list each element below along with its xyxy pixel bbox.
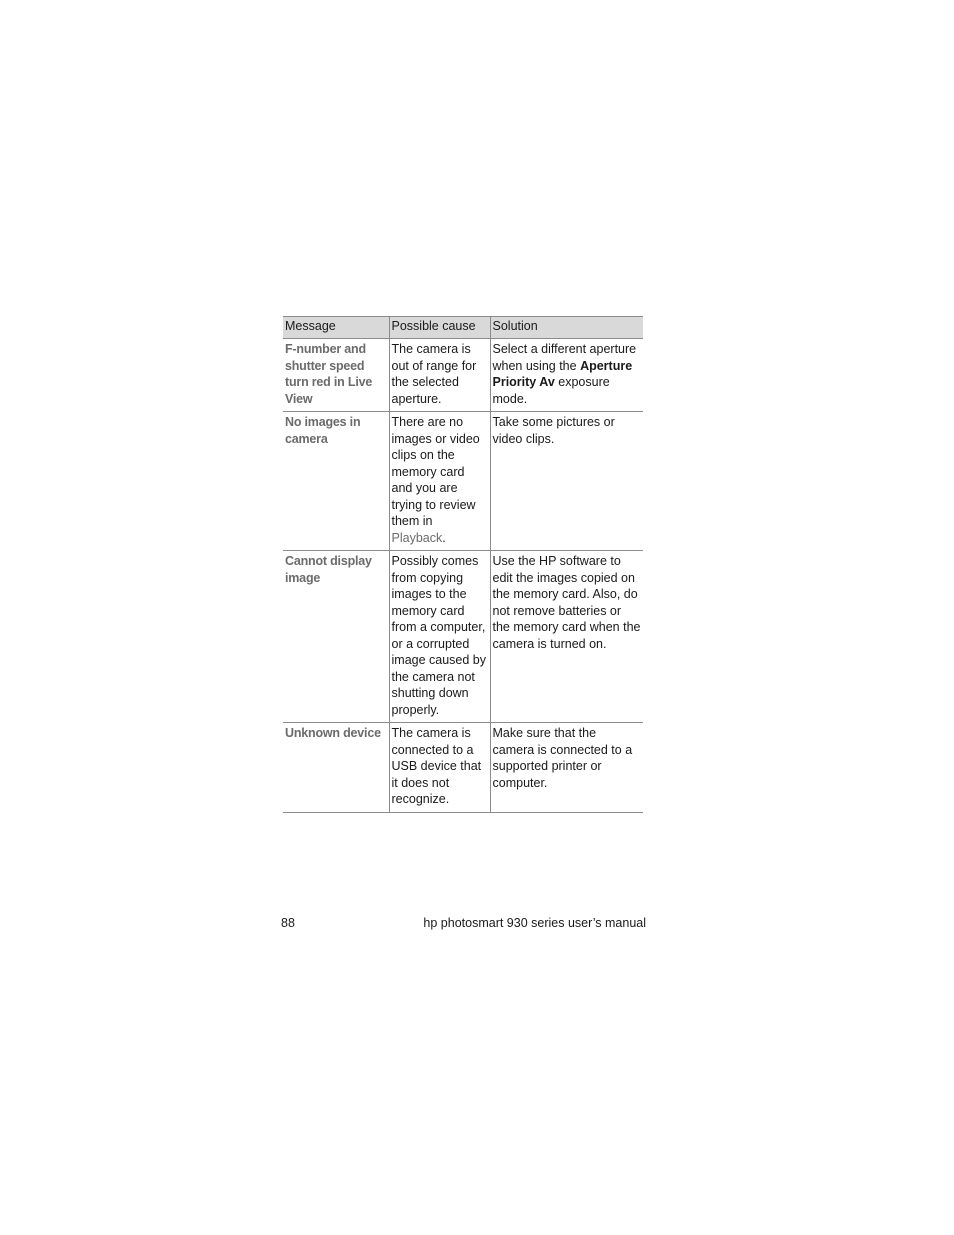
manual-title: hp photosmart 930 series user’s manual bbox=[423, 916, 646, 930]
solution-cell bbox=[490, 339, 643, 412]
troubleshooting-table bbox=[283, 316, 643, 813]
page-number: 88 bbox=[281, 916, 295, 930]
solution-cell: Take some pictures or video clips. bbox=[490, 412, 643, 551]
cause-cell: The camera is connected to a USB device that it does not recognize. bbox=[389, 723, 490, 813]
cause-cell bbox=[389, 412, 490, 551]
solution-text: Select a different aperture when using the bbox=[492, 342, 637, 373]
cause-text-end: . bbox=[442, 530, 446, 545]
solution-cell: Make sure that the camera is connected to a supported printer or computer. bbox=[490, 723, 643, 813]
cause-text: There are no images or video clips on the memory card and you are trying to review them in bbox=[391, 415, 480, 528]
table-header bbox=[283, 317, 643, 339]
table-header-row bbox=[283, 317, 643, 339]
message-cell: No images in camera bbox=[283, 412, 389, 551]
cause-cell: The camera is out of range for the selected aperture. bbox=[389, 339, 490, 412]
solution-text-end: exposure mode. bbox=[492, 375, 610, 406]
column-header-solution: Solution bbox=[490, 317, 643, 339]
message-cell: Cannot display image bbox=[283, 551, 389, 723]
message-cell: F-number and shutter speed turn red in Live View bbox=[283, 339, 389, 412]
table-row bbox=[283, 551, 643, 723]
solution-cell: Use the HP software to edit the images copied on the memory card. Also, do not remove batteries or the memory card when the camera is turned on. bbox=[490, 551, 643, 723]
table-row bbox=[283, 412, 643, 551]
message-cell: Unknown device bbox=[283, 723, 389, 813]
cause-term: Playback bbox=[391, 530, 443, 545]
column-header-message: Message bbox=[283, 317, 389, 339]
column-header-possible-cause: Possible cause bbox=[389, 317, 490, 339]
solution-term: Aperture Priority Av bbox=[492, 358, 633, 389]
table-row bbox=[283, 339, 643, 412]
table-row bbox=[283, 723, 643, 813]
table-body bbox=[283, 339, 643, 813]
troubleshooting-table-container bbox=[283, 316, 643, 813]
cause-cell: Possibly comes from copying images to the memory card from a computer, or a corrupted image caused by the camera not shutting down properly. bbox=[389, 551, 490, 723]
